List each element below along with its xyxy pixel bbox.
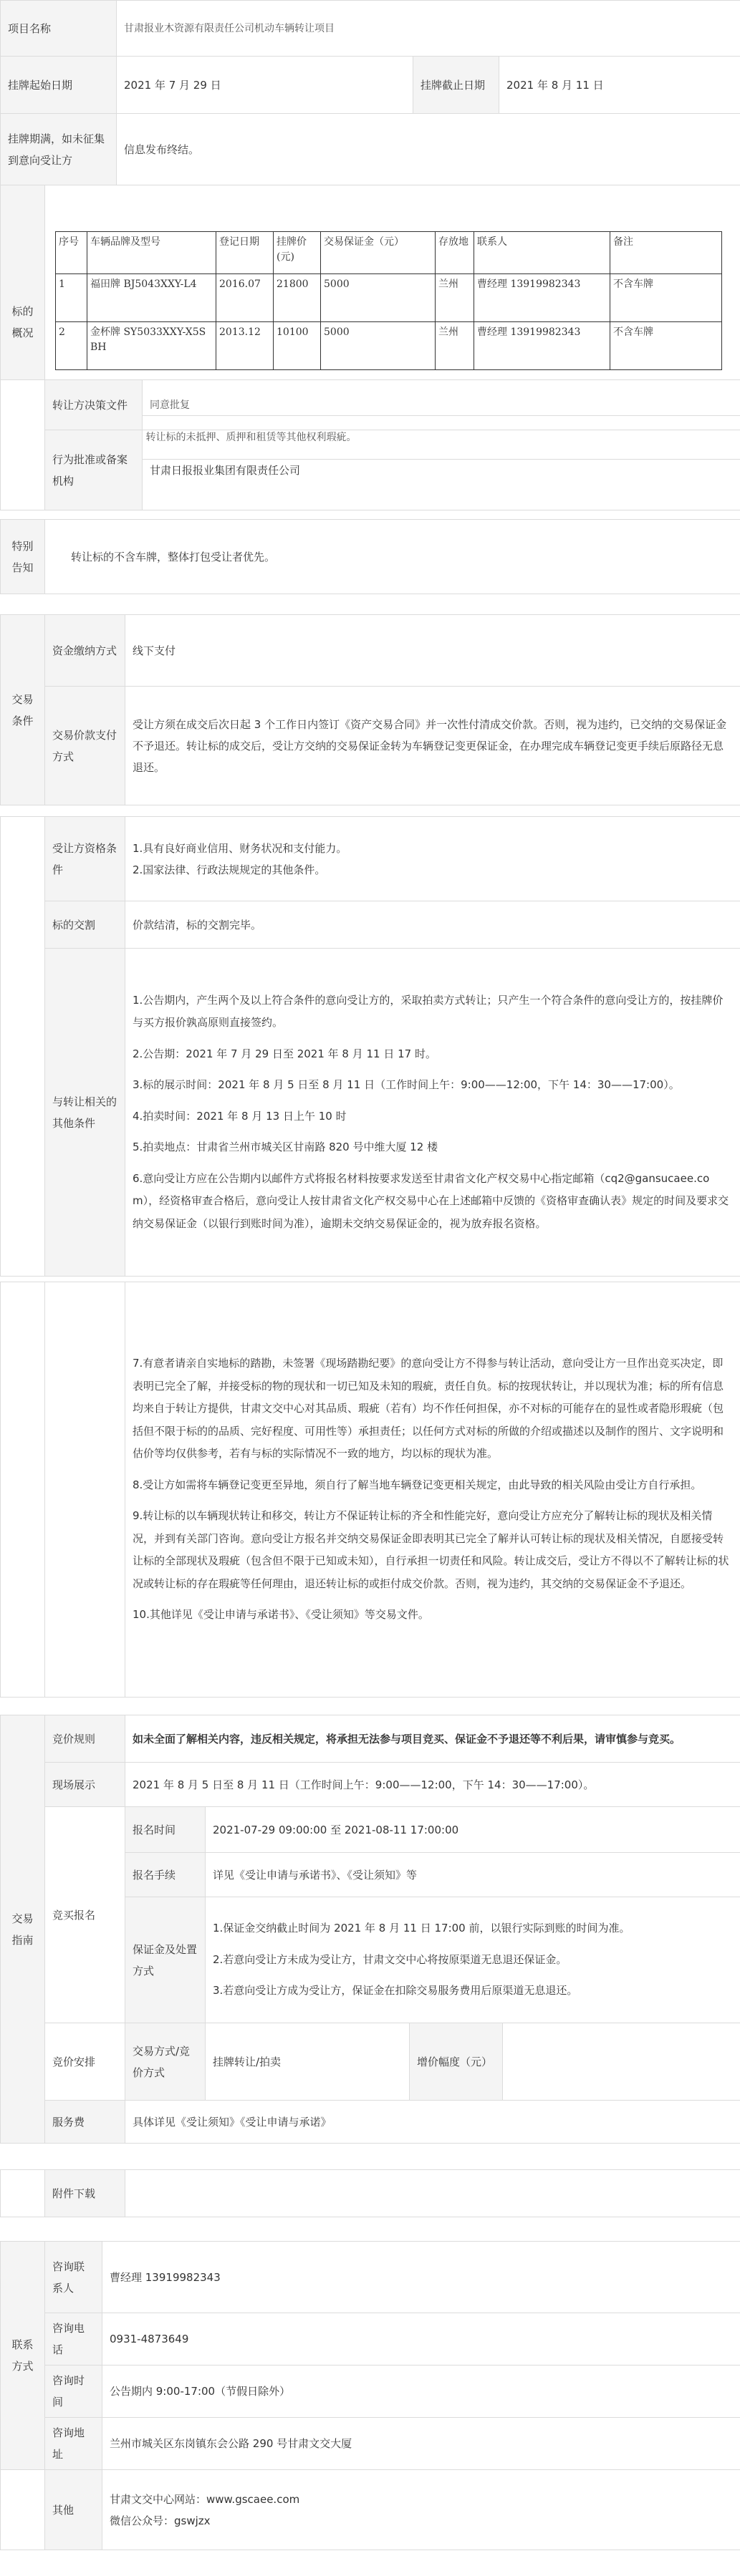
cell-brand: 金杯牌 SY5033XXY-X5SBH — [87, 321, 216, 369]
col-reg-date: 登记日期 — [216, 231, 274, 273]
attachment-spacer — [1, 2170, 45, 2217]
signup-proc-label: 报名手续 — [125, 1853, 206, 1897]
condition-item: 3.标的展示时间：2021 年 8 月 5 日至 8 月 11 日（工作时间上午：9:00——12:00，下午 14：30——17:00）。 — [133, 1078, 680, 1092]
increment-label: 增价幅度（元） — [410, 2023, 503, 2101]
more-conditions-value — [125, 1282, 740, 1698]
project-info-table — [0, 0, 740, 185]
contact-person-value: 曹经理 13919982343 — [102, 2242, 740, 2313]
wechat-account: 微信公众号：gswjzx — [110, 2514, 211, 2527]
condition-item: 5.拍卖地点：甘肃省兰州市城关区甘南路 820 号中维大厦 12 楼 — [133, 1141, 438, 1154]
contact-address-value: 兰州市城关区东岗镇东会公路 290 号甘肃文交大厦 — [102, 2418, 740, 2470]
requirements-table — [0, 816, 740, 1277]
col-remark: 备注 — [610, 231, 722, 273]
show-value: 2021 年 8 月 5 日至 8 月 11 日（工作时间上午：9:00——12:00，下午 14：30——17:00）。 — [125, 1763, 740, 1807]
special-value: 转让标的不含车牌，整体打包受让者优先。 — [45, 520, 740, 594]
fee-value: 具体详见《受让须知》《受让申请与承诺》 — [125, 2101, 740, 2144]
website-link[interactable]: 甘肃文交中心网站：www.gscaee.com — [110, 2492, 300, 2506]
condition-item: 6.意向受让方应在公告期内以邮件方式将报名材料按要求发送至甘肃省文化产权交易中心指定邮箱（cq2@gansucaee.com），经资格审查合格后，意向受让人按甘肃省文化产权交易中心在上述邮箱中反馈的《资格审查确认表》规定的时间及要求交纳交易保证金（以银行到账时间为准），逾期未交纳交易保证金的，视为放弃报名资格。 — [133, 1171, 729, 1230]
bid-method-value: 挂牌转让/拍卖 — [206, 2023, 410, 2101]
promise-value: 转让标的未抵押、质押和租赁等其他权利瑕疵。 — [145, 432, 357, 443]
price-pay-value: 受让方须在成交后次日起 3 个工作日内签订《资产交易合同》并一次性付清成交价款。否则，视为违约，已交纳的交易保证金不予退还。转让标的成交后，受让方交纳的交易保证金转为车辆登记变更保证金，在办理完成车辆登记变更手续后原路径无息退还。 — [125, 687, 740, 805]
attachment-list — [125, 2170, 740, 2217]
qualification-item: 1.具有良好商业信用、财务状况和支付能力。 — [133, 841, 347, 855]
col-brand: 车辆品牌及型号 — [87, 231, 216, 273]
signup-label: 竞买报名 — [45, 1807, 125, 2023]
col-price: 挂牌价(元) — [274, 231, 321, 273]
no-buyer-value: 信息发布终结。 — [117, 114, 740, 185]
bid-label: 竞价安排 — [45, 2023, 125, 2101]
cell-reg-date: 2013.12 — [216, 321, 274, 369]
increment-value — [503, 2023, 740, 2101]
cell-price: 21800 — [274, 273, 321, 321]
contact-time-label: 咨询时间 — [45, 2366, 102, 2418]
more-label-spacer — [45, 1282, 125, 1698]
qualification-item: 2.国家法律、行政法规规定的其他条件。 — [133, 863, 326, 876]
deposit-label: 保证金及处置方式 — [125, 1897, 206, 2023]
contact-label: 联系方式 — [1, 2242, 45, 2470]
approver-label: 行为批准或备案机构 — [45, 430, 143, 510]
payment-value: 线下支付 — [125, 615, 740, 687]
contact-person-label: 咨询联系人 — [45, 2242, 102, 2313]
approver-value: 甘肃日报报业集团有限责任公司 — [143, 430, 740, 510]
attachment-table — [0, 2169, 740, 2217]
cell-deposit: 5000 — [321, 321, 436, 369]
price-pay-label: 交易价款支付方式 — [45, 687, 125, 805]
requirements-spacer — [1, 817, 45, 1277]
attachment-label[interactable]: 附件下载 — [45, 2170, 125, 2217]
start-date-label: 挂牌起始日期 — [1, 57, 117, 114]
trade-label: 交易条件 — [1, 615, 45, 805]
contact-other-spacer — [1, 2470, 45, 2550]
rules-value: 如未全面了解相关内容，违反相关规定，将承担无法参与项目竞买、保证金不予退还等不利后果，请审慎参与竞买。 — [125, 1715, 740, 1763]
cell-reg-date: 2016.07 — [216, 273, 274, 321]
more-spacer — [1, 1282, 45, 1698]
cell-contact: 曹经理 13919982343 — [474, 273, 610, 321]
condition-item: 1.公告期内，产生两个及以上符合条件的意向受让方的，采取拍卖方式转让；只产生一个符合条件的意向受让方的，按挂牌价与买方报价孰高原则直接签约。 — [133, 993, 724, 1030]
signup-proc-value: 详见《受让申请与承诺书》、《受让须知》等 — [206, 1853, 740, 1897]
cell-location: 兰州 — [436, 273, 474, 321]
fee-label: 服务费 — [45, 2101, 125, 2144]
other-conditions-value — [125, 949, 740, 1277]
show-label: 现场展示 — [45, 1763, 125, 1807]
table-row — [56, 273, 722, 321]
project-name-label: 项目名称 — [1, 1, 117, 57]
subject-label: 标的概况 — [1, 185, 45, 460]
qualification-value — [125, 817, 740, 901]
bid-method-label: 交易方式/竞价方式 — [125, 2023, 206, 2101]
col-deposit: 交易保证金（元） — [321, 231, 436, 273]
cell-brand: 福田牌 BJ5043XXY-L4 — [87, 273, 216, 321]
cell-index: 1 — [56, 273, 87, 321]
contact-time-value: 公告期内 9:00-17:00（节假日除外） — [102, 2366, 740, 2418]
delivery-value: 价款结清，标的交割完毕。 — [125, 901, 740, 949]
signup-time-label: 报名时间 — [125, 1807, 206, 1853]
trade-table — [0, 614, 740, 805]
no-buyer-label: 挂牌期满，如未征集到意向受让方 — [1, 114, 117, 185]
decision-table — [0, 379, 740, 510]
contact-other-label: 其他 — [45, 2470, 102, 2550]
condition-item: 8.受让方如需将车辆登记变更至异地，须自行了解当地车辆登记变更相关规定，由此导致的相关风险由受让方自行承担。 — [133, 1478, 702, 1491]
cell-remark: 不含车牌 — [610, 321, 722, 369]
other-conditions-label: 与转让相关的其他条件 — [45, 949, 125, 1277]
payment-label: 资金缴纳方式 — [45, 615, 125, 687]
condition-item: 9.转让标的以车辆现状转让和移交，转让方不保证转让标的齐全和性能完好，意向受让方应充分了解转让标的现状及相关情况，并到有关部门咨询。意向受让方报名并交纳交易保证金即表明其已完全了解并认可转让标的现状及相关情况，自愿接受转让标的全部现状及瑕疵（包含但不限于已知或未知），自行承担一切责任和风险。转让成交后，受让方不得以不了解转让标的状况或转让标的存在瑕疵等任何理由，退还转让标的或拒付成交价款。否则，视为违约，其交纳的交易保证金不予退还。 — [133, 1509, 729, 1590]
vehicle-table-header — [56, 231, 722, 273]
special-label: 特别告知 — [1, 520, 45, 594]
condition-item: 10.其他详见《受让申请与承诺书》、《受让须知》等交易文件。 — [133, 1608, 429, 1622]
contact-address-label: 咨询地址 — [45, 2418, 102, 2470]
condition-item: 4.拍卖时间：2021 年 8 月 13 日上午 10 时 — [133, 1109, 347, 1123]
decision-spacer — [1, 380, 45, 510]
special-table — [0, 519, 740, 594]
guide-table — [0, 1715, 740, 2144]
contact-table — [0, 2241, 740, 2550]
project-name-value: 甘肃报业木资源有限责任公司机动车辆转让项目 — [117, 1, 740, 57]
signup-time-value: 2021-07-29 09:00:00 至 2021-08-11 17:00:00 — [206, 1807, 740, 1853]
col-location: 存放地 — [436, 231, 474, 273]
cell-deposit: 5000 — [321, 273, 436, 321]
contact-other-value — [102, 2470, 740, 2550]
col-contact: 联系人 — [474, 231, 610, 273]
cell-index: 2 — [56, 321, 87, 369]
delivery-label: 标的交割 — [45, 901, 125, 949]
decision-doc-value: 同意批复 — [143, 380, 740, 430]
more-conditions-table — [0, 1282, 740, 1698]
qualification-label: 受让方资格条件 — [45, 817, 125, 901]
cell-price: 10100 — [274, 321, 321, 369]
deposit-item: 3.若意向受让方成为受让方，保证金在扣除交易服务费用后原渠道无息退还。 — [213, 1984, 578, 1998]
table-row — [56, 321, 722, 369]
condition-item: 2.公告期：2021 年 7 月 29 日至 2021 年 8 月 11 日 17 时。 — [133, 1047, 436, 1060]
contact-phone-label: 咨询电话 — [45, 2313, 102, 2366]
end-date-label: 挂牌截止日期 — [413, 57, 499, 114]
deposit-value — [206, 1897, 740, 2023]
start-date-value: 2021 年 7 月 29 日 — [117, 57, 413, 114]
cell-contact: 曹经理 13919982343 — [474, 321, 610, 369]
end-date-value: 2021 年 8 月 11 日 — [499, 57, 740, 114]
contact-phone-value[interactable]: 0931-4873649 — [102, 2313, 740, 2366]
deposit-item: 2.若意向受让方未成为受让方，甘肃文交中心将按原渠道无息退还保证金。 — [213, 1952, 567, 1966]
vehicle-table — [55, 231, 722, 370]
deposit-item: 1.保证金交纳截止时间为 2021 年 8 月 11 日 17:00 前，以银行实际到账的时间为准。 — [213, 1922, 630, 1935]
decision-doc-label: 转让方决策文件 — [45, 380, 143, 430]
rules-label: 竞价规则 — [45, 1715, 125, 1763]
cell-remark: 不含车牌 — [610, 273, 722, 321]
condition-item: 7.有意者请亲自实地标的踏勘，未签署《现场踏勘纪要》的意向受让方不得参与转让活动，意向受让方一旦作出竞买决定，即表明已完全了解，并接受标的物的现状和一切已知及未知的瑕疵，责任自负。标的按现状转让，并以现状为准；标的所有信息均来自于转让方提供，甘肃文交中心对其品质、瑕疵（若有）均不作任何担保，亦不对标的可能存在的显性或者隐形瑕疵（包括但不限于标的的品质、完好程度、可用性等）承担责任；以任何方式对标的所做的介绍或描述以及制作的图片、文字说明和估价等均仅供参考，若有与标的实际情况不一致的地方，均以标的现状为准。 — [133, 1357, 724, 1461]
col-index: 序号 — [56, 231, 87, 273]
cell-location: 兰州 — [436, 321, 474, 369]
guide-label: 交易指南 — [1, 1715, 45, 2144]
